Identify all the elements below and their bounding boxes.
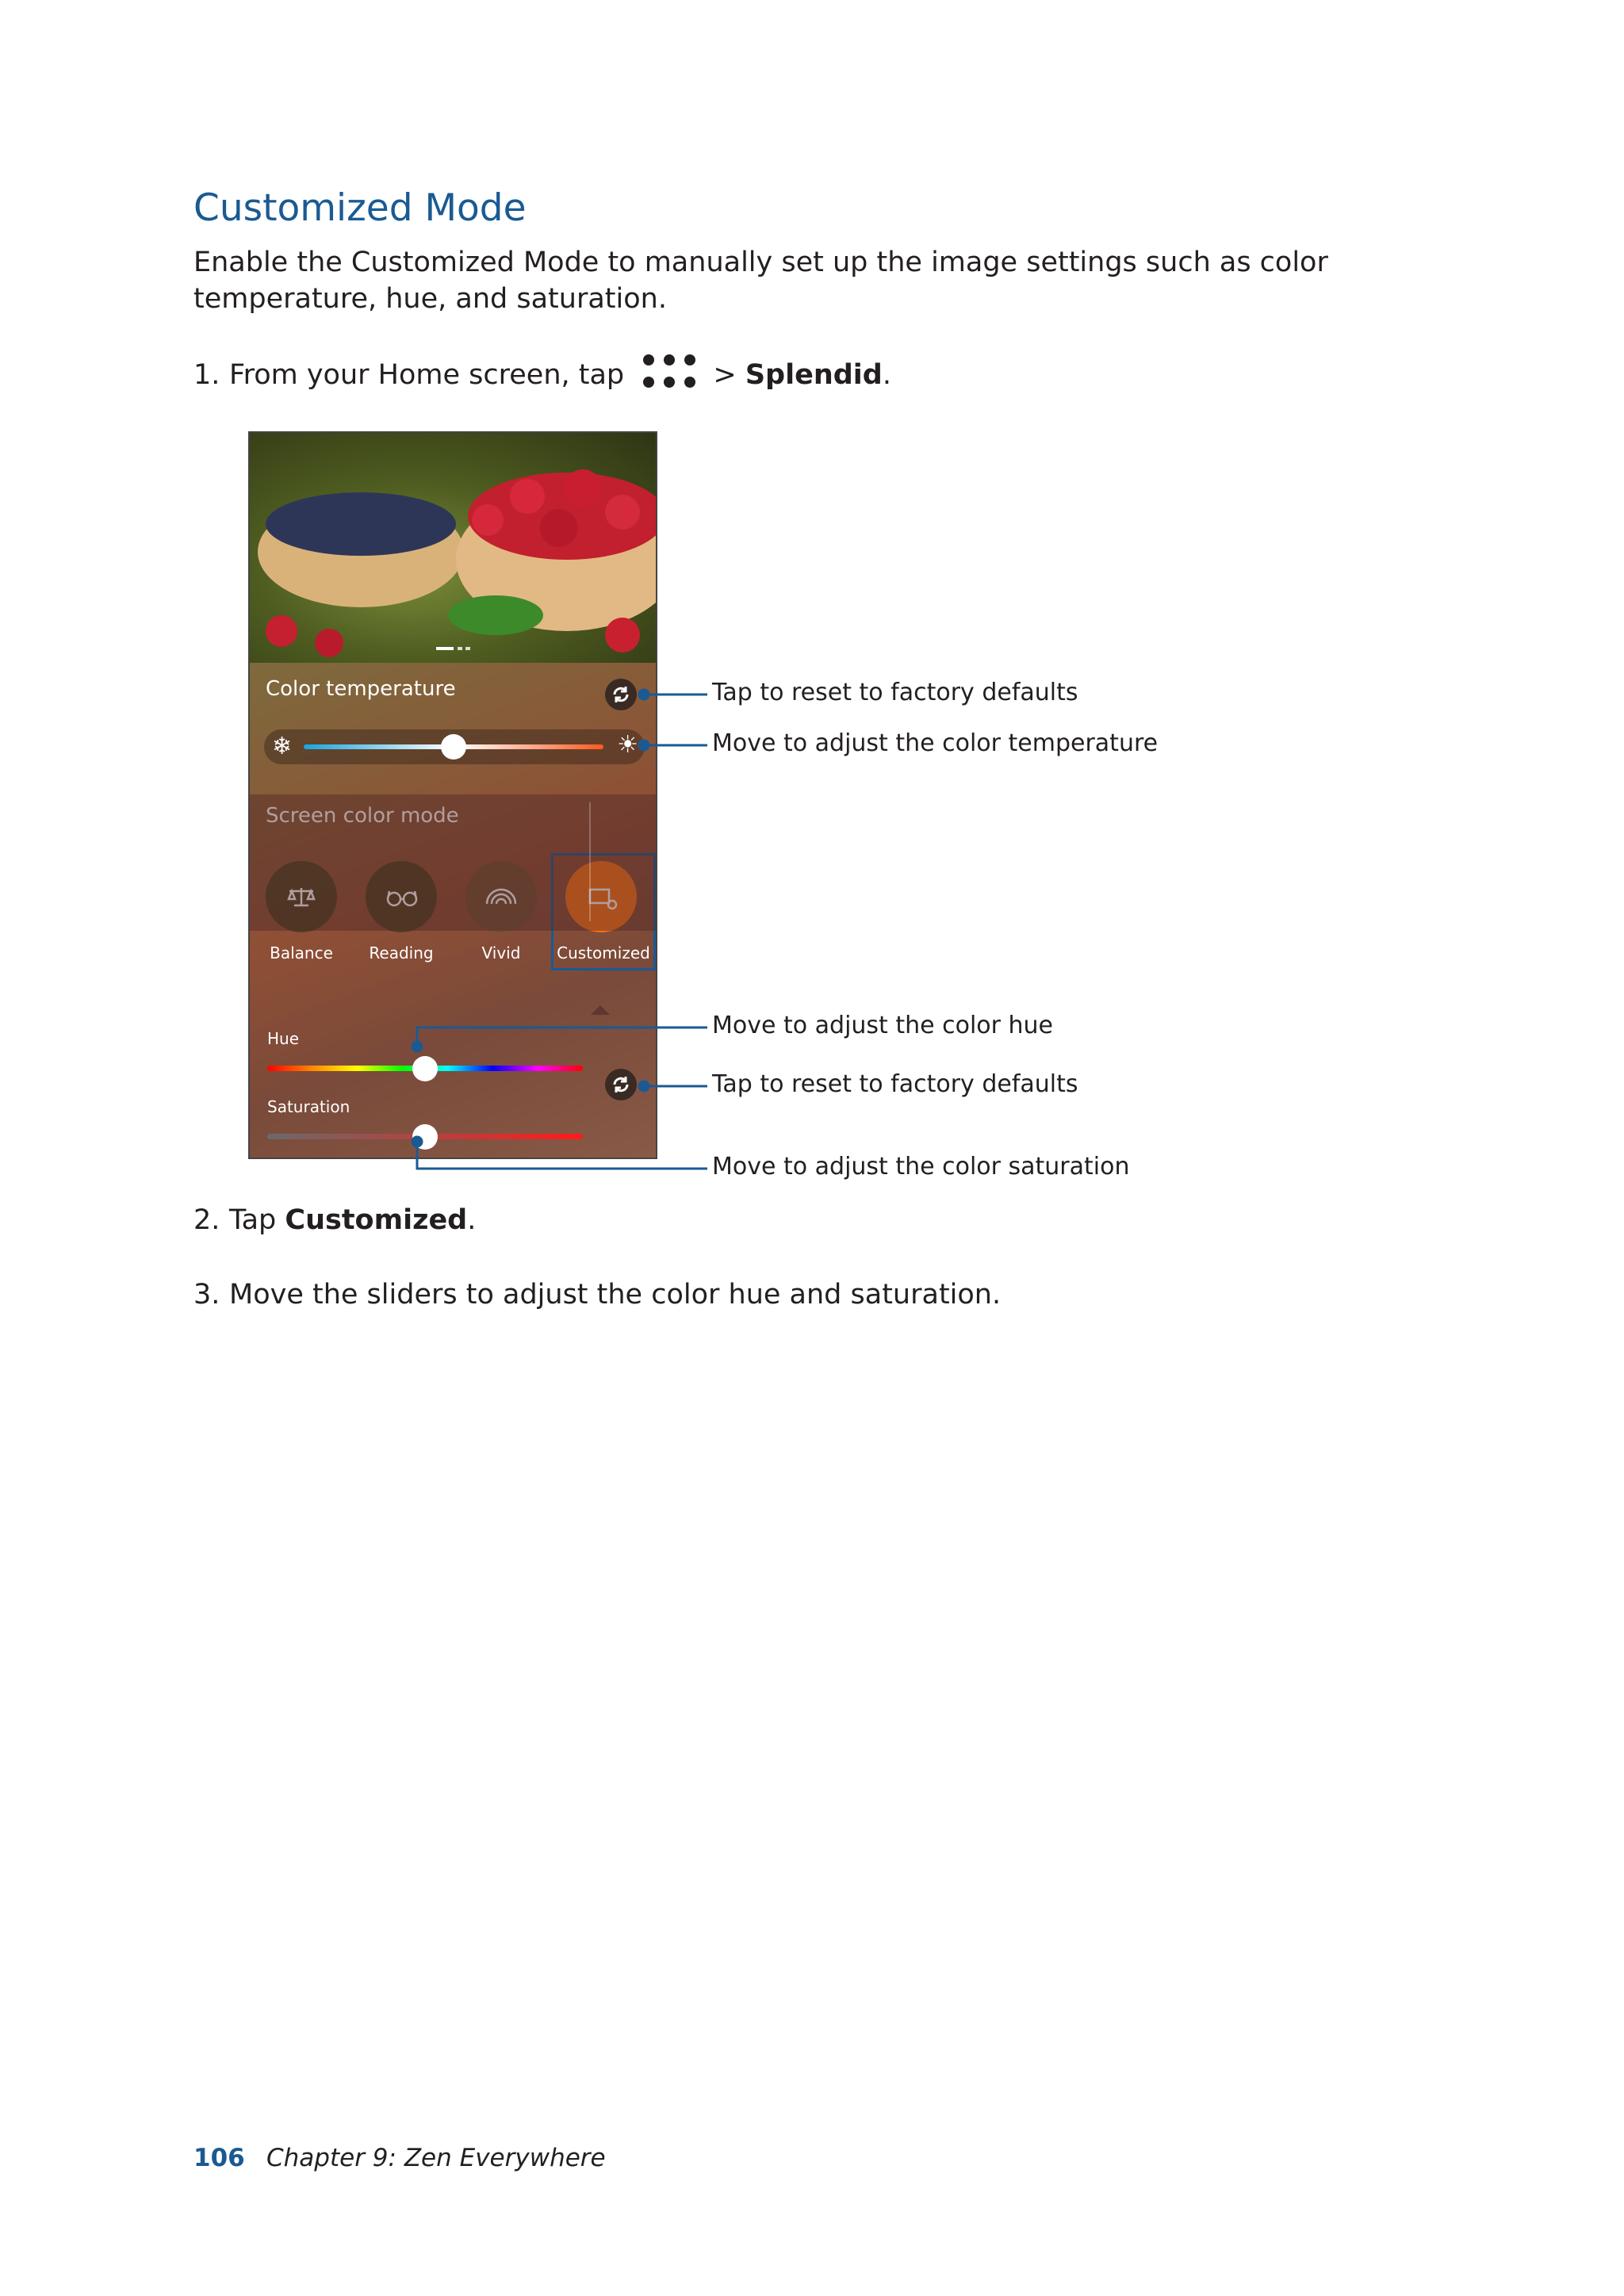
- callout-reset-top: Tap to reset to factory defaults: [712, 679, 1078, 706]
- saturation-label: Saturation: [267, 1097, 350, 1116]
- step-2-text: Tap: [229, 1204, 285, 1236]
- step-2-bold: Customized: [285, 1204, 468, 1236]
- step-1-text: From your Home screen, tap: [229, 359, 634, 391]
- callout-saturation: Move to adjust the color saturation: [712, 1153, 1130, 1181]
- section-title: Customized Mode: [193, 186, 527, 230]
- step-3: [193, 1276, 1001, 1313]
- mode-balance-label: Balance: [270, 943, 333, 962]
- snowflake-icon: ❄: [272, 733, 293, 760]
- mode-vivid-label: Vivid: [481, 943, 521, 962]
- step-2-number: 2.: [193, 1204, 220, 1236]
- callout-hue: Move to adjust the color hue: [712, 1012, 1054, 1039]
- step-1-bold: Splendid: [745, 359, 883, 391]
- hue-label: Hue: [267, 1029, 300, 1048]
- screen-color-mode-label: Screen color mode: [266, 804, 459, 828]
- step-2-end: .: [467, 1204, 477, 1236]
- mode-customized-label: Customized: [557, 943, 650, 962]
- chapter-title: Chapter 9: Zen Everywhere: [266, 2144, 606, 2172]
- step-1-separator: >: [704, 359, 745, 391]
- mode-reading-label: Reading: [369, 943, 434, 962]
- step-1-end: .: [882, 359, 892, 391]
- step-1-number: 1.: [193, 359, 220, 391]
- step-3-text: Move the sliders to adjust the color hue and saturation.: [229, 1279, 1002, 1311]
- page-number: 106: [193, 2144, 245, 2172]
- intro-paragraph: Enable the Customized Mode to manually set up the image settings such as color temperature, hue, and saturation.: [193, 247, 1328, 315]
- callout-temperature: Move to adjust the color temperature: [712, 729, 1159, 757]
- step-3-number: 3.: [193, 1279, 220, 1311]
- step-2: [193, 1202, 476, 1238]
- callout-reset-bottom: Tap to reset to factory defaults: [712, 1070, 1078, 1098]
- sun-icon: ☀: [617, 731, 638, 759]
- color-temperature-label: Color temperature: [266, 677, 456, 701]
